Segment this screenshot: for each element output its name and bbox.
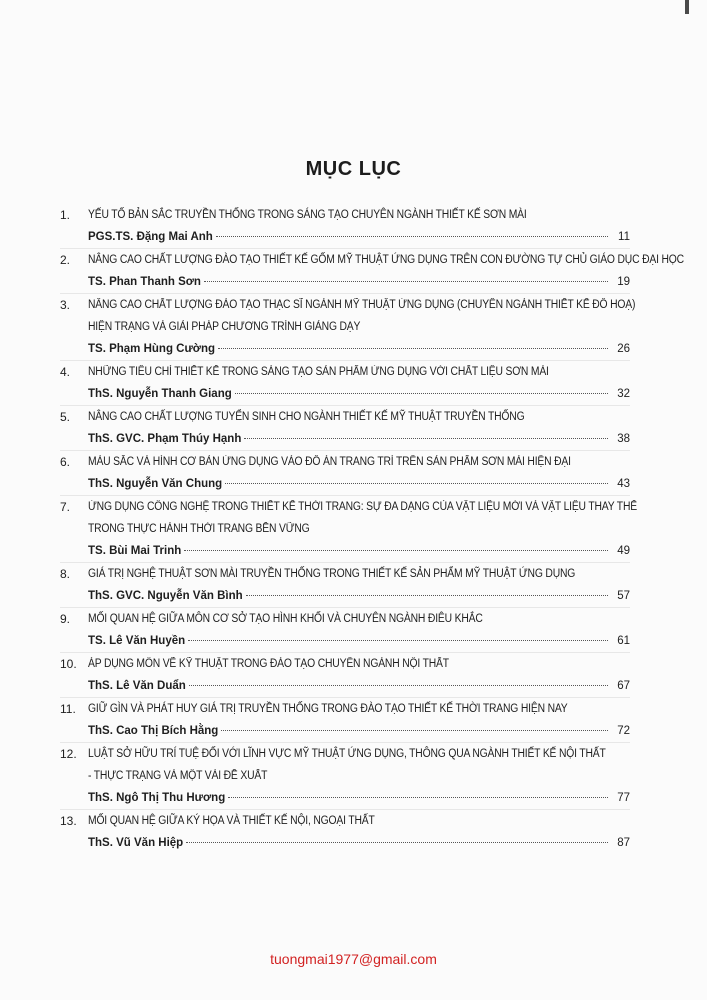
toc-entry-page-number: 49 [617, 545, 630, 557]
toc-title-line [60, 765, 630, 787]
dot-leader [189, 685, 608, 686]
toc-author-line [88, 271, 630, 293]
toc-entry [60, 743, 630, 810]
toc-entry-author: TS. Phan Thanh Sơn [88, 276, 201, 288]
toc-entry-number: 10. [60, 657, 77, 671]
toc-entry-number: 12. [60, 747, 77, 761]
toc-entry-title: YẾU TỐ BẢN SẮC TRUYỀN THỐNG TRONG SÁNG TẠO CHUYÊN NGÀNH THIẾT KẾ SƠN MÀI [88, 209, 527, 221]
dot-leader [244, 438, 608, 439]
toc-entry-page-number: 87 [617, 837, 630, 849]
page-title: MỤC LỤC [305, 158, 402, 180]
toc-entry-number: 9. [60, 612, 71, 626]
toc-entry [60, 563, 630, 608]
toc-entry-page-number: 19 [617, 276, 630, 288]
table-of-contents [60, 204, 684, 854]
toc-entry-number: 8. [60, 567, 71, 581]
toc-entry-title: NÂNG CAO CHẤT LƯỢNG ĐÀO TẠO THẠC SĨ NGÀNH MỸ THUẬT ỨNG DỤNG (CHUYÊN NGÀNH THIẾT KẾ ĐỒ HOẠ) [88, 299, 636, 311]
dot-leader [184, 550, 608, 551]
toc-author-line [88, 630, 630, 652]
toc-title-line [60, 743, 630, 765]
toc-entry [60, 698, 630, 743]
toc-title-line [60, 608, 630, 630]
toc-entry-page-number: 26 [617, 343, 630, 355]
toc-entry-title: LUẬT SỞ HỮU TRÍ TUỆ ĐỐI VỚI LĨNH VỰC MỸ THUẬT ỨNG DỤNG, THÔNG QUA NGÀNH THIẾT KẾ NỘI THẤT [88, 748, 606, 760]
toc-entry-author: TS. Phạm Hùng Cường [88, 343, 216, 355]
toc-entry-author: TS. Lê Văn Huyền [88, 635, 186, 647]
toc-entry-page-number: 43 [617, 478, 630, 490]
toc-entry [60, 249, 684, 294]
footer-email: tuongmai1977@gmail.com [270, 951, 437, 967]
dot-leader [188, 640, 608, 641]
toc-entry-number: 13. [60, 814, 77, 828]
dot-leader [186, 842, 608, 843]
toc-title-line [60, 810, 630, 832]
toc-entry-page-number: 11 [618, 231, 630, 243]
toc-entry-title: GIÁ TRỊ NGHỆ THUẬT SƠN MÀI TRUYỀN THỐNG TRONG THIẾT KẾ SẢN PHẨM MỸ THUẬT ỨNG DỤNG [88, 568, 576, 580]
toc-entry-title: MỐI QUAN HỆ GIỮA MÔN CƠ SỞ TẠO HÌNH KHỐI VÀ CHUYÊN NGÀNH ĐIÊU KHẮC [88, 613, 483, 625]
toc-entry-author: ThS. Nguyễn Thanh Giang [88, 388, 232, 400]
toc-entry-page-number: 57 [617, 590, 630, 602]
toc-author-line [88, 473, 630, 495]
toc-entry [60, 361, 630, 406]
dot-leader [225, 483, 608, 484]
toc-title-line [60, 361, 630, 383]
dot-leader [221, 730, 608, 731]
dot-leader [204, 281, 608, 282]
toc-entry-title: GIỮ GÌN VÀ PHÁT HUY GIÁ TRỊ TRUYỀN THỐNG TRONG ĐÀO TẠO THIẾT KẾ THỜI TRANG HIỆN NAY [88, 703, 568, 715]
toc-entry-author: ThS. Lê Văn Duẩn [88, 680, 186, 692]
toc-author-line [88, 338, 630, 360]
toc-author-line [88, 383, 630, 405]
toc-title-line [60, 496, 637, 518]
toc-entry-title: ÁP DỤNG MÔN VẼ KỸ THUẬT TRONG ĐÀO TẠO CHUYÊN NGÀNH NỘI THẤT [88, 658, 449, 670]
toc-title-line [60, 653, 630, 675]
toc-entry-author: ThS. Vũ Văn Hiệp [88, 837, 184, 849]
dot-leader [218, 348, 608, 349]
toc-entry [60, 204, 630, 249]
toc-entry-author: PGS.TS. Đặng Mai Anh [88, 231, 213, 243]
toc-author-line [88, 787, 630, 809]
toc-author-line [88, 720, 630, 742]
toc-author-line [88, 428, 630, 450]
toc-author-line [88, 832, 630, 854]
toc-entry-title: NHỮNG TIÊU CHÍ THIẾT KẾ TRONG SÁNG TẠO SẢN PHẨM ỨNG DỤNG VỚI CHẤT LIỆU SƠN MÀI [88, 366, 549, 378]
toc-entry-title: MỐI QUAN HỆ GIỮA KÝ HỌA VÀ THIẾT KẾ NỘI, NGOẠI THẤT [88, 815, 375, 827]
toc-author-line [88, 675, 630, 697]
toc-title-line [60, 563, 630, 585]
toc-entry-author: ThS. Cao Thị Bích Hằng [88, 725, 219, 737]
toc-title-line [60, 451, 630, 473]
toc-title-line [60, 406, 630, 428]
toc-title-line [60, 249, 684, 271]
toc-entry-author: ThS. GVC. Phạm Thúy Hạnh [88, 433, 242, 445]
toc-entry-page-number: 72 [617, 725, 630, 737]
toc-entry-author: ThS. Nguyễn Văn Chung [88, 478, 223, 490]
toc-entry-number: 11. [60, 702, 76, 716]
toc-entry-author: TS. Bùi Mai Trinh [88, 545, 182, 557]
dot-leader [216, 236, 608, 237]
toc-title-line [60, 316, 630, 338]
toc-entry-author: ThS. Ngô Thị Thu Hương [88, 792, 226, 804]
toc-entry-title: - THỰC TRẠNG VÀ MỘT VÀI ĐỀ XUẤT [88, 770, 268, 782]
toc-author-line [88, 585, 630, 607]
toc-title-line [60, 698, 630, 720]
toc-entry-number: 2. [60, 253, 71, 267]
scan-edge-mark [685, 0, 689, 14]
toc-entry-page-number: 67 [617, 680, 630, 692]
toc-entry-number: 4. [60, 365, 71, 379]
toc-entry [60, 653, 630, 698]
toc-entry-page-number: 32 [617, 388, 630, 400]
dot-leader [246, 595, 608, 596]
toc-entry-number: 5. [60, 410, 71, 424]
toc-title-line [60, 294, 636, 316]
toc-entry-title: MÀU SẮC VÀ HÌNH CƠ BẢN ỨNG DỤNG VÀO ĐỒ ÁN TRANG TRÍ TRÊN SẢN PHẨM SƠN MÀI HIỆN ĐẠI [88, 456, 571, 468]
toc-entry-page-number: 61 [617, 635, 630, 647]
toc-entry-number: 6. [60, 455, 71, 469]
toc-entry-page-number: 77 [617, 792, 630, 804]
toc-entry-title: ỨNG DỤNG CÔNG NGHỆ TRONG THIẾT KẾ THỜI TRANG: SỰ ĐA DẠNG CỦA VẬT LIỆU MỚI VÀ VẬT LIỆU THAY THẾ [88, 501, 637, 513]
toc-entry-title: NÂNG CAO CHẤT LƯỢNG ĐÀO TẠO THIẾT KẾ GỐM MỸ THUẬT ỨNG DỤNG TRÊN CON ĐƯỜNG TỰ CHỦ GIÁO DỤC ĐẠI HỌC [88, 254, 684, 266]
toc-entry-author: ThS. GVC. Nguyễn Văn Bình [88, 590, 243, 602]
dot-leader [228, 797, 608, 798]
toc-entry-title: HIỆN TRẠNG VÀ GIẢI PHÁP CHƯƠNG TRÌNH GIẢNG DẠY [88, 321, 361, 333]
toc-entry-title: TRONG THỰC HÀNH THỜI TRANG BỀN VỮNG [88, 523, 310, 535]
toc-title-line [60, 518, 630, 540]
toc-entry-number: 7. [60, 500, 71, 514]
toc-author-line [88, 540, 630, 562]
toc-entry [60, 406, 630, 451]
toc-entry [60, 810, 630, 854]
toc-entry-number: 3. [60, 298, 71, 312]
toc-entry-page-number: 38 [617, 433, 630, 445]
toc-entry [60, 451, 630, 496]
toc-entry-number: 1. [60, 208, 71, 222]
toc-title-line [60, 204, 630, 226]
toc-entry-title: NÂNG CAO CHẤT LƯỢNG TUYỂN SINH CHO NGÀNH THIẾT KẾ MỸ THUẬT TRUYỀN THỐNG [88, 411, 525, 423]
toc-author-line [88, 226, 630, 248]
toc-entry [60, 294, 636, 361]
dot-leader [235, 393, 608, 394]
toc-entry [60, 608, 630, 653]
toc-entry [60, 496, 637, 563]
